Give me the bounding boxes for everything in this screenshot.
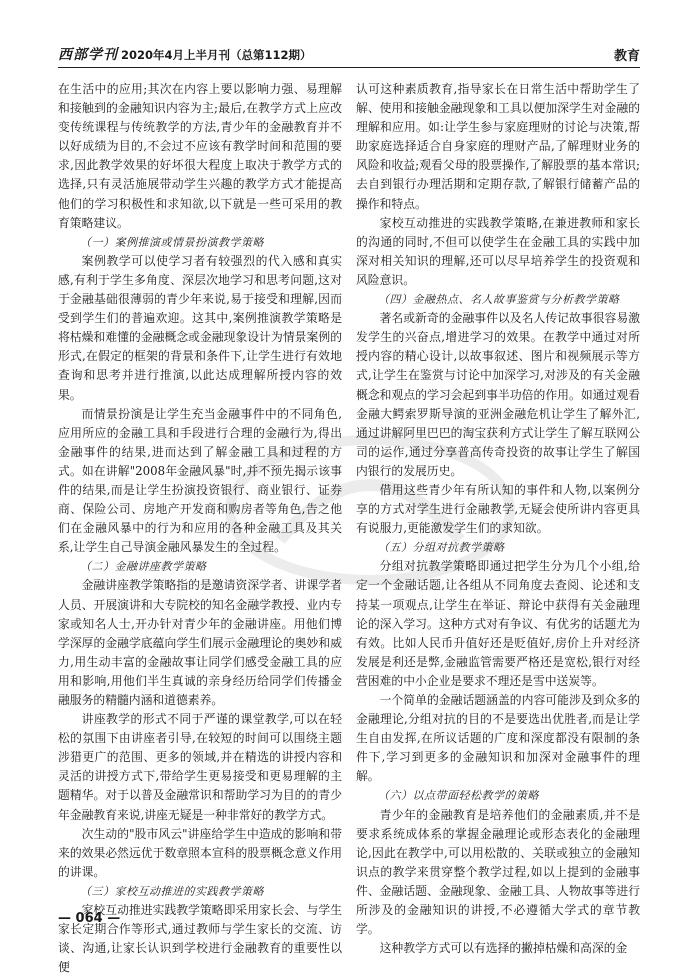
paragraph: 家校互动推进的实践教学策略,在兼进教师和家长的沟通的同时,不但可以使学生在金融工具的实践中加深对相关知识的理解,还可以尽早培养学生的投资观和风险意识。 xyxy=(356,215,640,287)
paragraph: 这种教学方式可以有选择的撇掉枯燥和高深的金 xyxy=(379,941,628,956)
header-rule xyxy=(58,67,640,68)
paragraph: 一个简单的金融话题涵盖的内容可能涉及到众多的金融理论,分组对抗的目的不是要选出优胜者,而是让学生自由发挥,在所议话题的广度和深度都没有限制的条件下,学习到更多的金融知识和加深对金融事件的理解。 xyxy=(356,693,640,784)
page-number: — 064 — xyxy=(58,911,121,926)
section-heading: （五）分组对抗教学策略 xyxy=(378,541,505,555)
paragraph: 在生活中的应用;其次在内容上要以影响力强、易理解和接触到的金融知识内容为主;最后,在教学方式上应改变传统课程与传统教学的方法,青少年的金融教育并不以好成绩为目的,不会过不应该有教学时间和范围的要求,因此教学效果的好坏很大程度上取决于教学方式的选择,只有灵活施展带动学生兴趣的教学方式才能提高他们的学习积极性和求知欲,以下就是一些可采用的教育策略建议。 xyxy=(58,82,342,230)
paragraph: 青少年的金融教育是培养他们的金融素质,并不是要求系统成体系的掌握金融理论或形态表化的金融理论,因此在教学中,可以用松散的、关联或独立的金融知识点的教学来贯穿整个教学过程,如以上提到的金融事件、金融话题、金融现象、金融工具、人物故事等进行所涉及的金融知识的讲授,不必遵循大学式的章节教学。 xyxy=(356,807,640,937)
section-heading: （二）金融讲座教学策略 xyxy=(80,560,207,574)
paragraph: 借用这些青少年有所认知的事件和人物,以案例分享的方式对学生进行金融教学,无疑会使所讲内容更具有说服力,更能激发学生们的求知欲。 xyxy=(356,482,640,536)
section-heading: （四）金融热点、名人故事鉴赏与分析教学策略 xyxy=(378,293,620,307)
page-header xyxy=(58,44,640,64)
paragraph: 金融讲座教学策略指的是邀请资深学者、讲课学者人员、开展演讲和大专院校的知名金融学教授、业内专家或知名人士,开办针对青少年的金融讲座。用他们博学深厚的金融学底蕴向学生们展示金融理论的奥妙和威力,用生动丰富的金融故事让同学们感受金融工具的应用和影响,用他们半生真诚的亲身经历给同学们传播金融服务的精髓内涵和道德素养。 xyxy=(58,578,342,707)
paragraph: 讲座教学的形式不同于严谨的课堂教学,可以在轻松的氛围下由讲座者引导,在较短的时间可以围绕主题涉猎更广的范围、更多的领域,并在精选的讲授内容和灵活的讲授方式下,带给学生更易接受和更易理解的主题精华。对于以普及金融常识和帮助学习为目的的青少年金融教育来说,讲座无疑是一种非常好的教学方式。 xyxy=(58,712,342,822)
section-heading: （三）家校互动推进的实践教学策略 xyxy=(80,884,264,898)
paragraph: 分组对抗教学策略即通过把学生分为几个小组,给定一个金融话题,让各组从不同角度去查阅、论述和支持某一项观点,让学生在举证、辩论中获得有关金融理论的深入学习。这种方式对有争议、有优劣的话题尤为有效。比如人民币升值好还是贬值好,房价上升对经济发展是利还是弊,金融监管需要严格还是宽松,银行对经营困难的中小企业是要求不理还是雪中送炭等。 xyxy=(356,559,640,688)
section-heading: （六）以点带面轻松教学的策略 xyxy=(378,789,539,803)
section-heading: （一）案例推演或情景扮演教学策略 xyxy=(80,235,264,249)
right-column xyxy=(356,80,640,958)
section-label: 教育 xyxy=(613,49,640,64)
header-left xyxy=(58,44,312,64)
paragraph: 著名或新奇的金融事件以及名人传记故事很容易激发学生的兴奋点,增进学习的效果。在教学中通过对所授内容的精心设计,以故事叙述、图片和视频展示等方式,让学生在鉴赏与讨论中加深学习,对涉及的有关金融概念和观点的学习会起到事半功倍的作用。如通过观看金融大鳄索罗斯导演的亚洲金融危机让学生了解外汇,通过讲解阿里巴巴的淘宝获利方式让学生了解互联网公司的运作,通过分享普高传奇投资的故事让学生了解国内银行的发展历史。 xyxy=(356,311,640,478)
paragraph: 认可这种素质教育,指导家长在日常生活中帮助学生了解、使用和接触金融现象和工具以便加深学生对金融的理解和应用。如:让学生参与家庭理财的讨论与决策,帮助家庭选择适合自身家庭的理财产品,了解理财业务的风险和收益;观看父母的股票操作,了解股票的基本常识;去自到银行办理活期和定期存款,了解银行储蓄产品的操作和特点。 xyxy=(356,82,640,211)
paragraph: 家校互动推进实践教学策略即采用家长会、与学生家长定期合作等形式,通过教师与学生家长的交流、访谈、沟通,让家长认识到学校进行金融教育的重要性以便 xyxy=(58,903,342,975)
journal-name: 西部学刊 xyxy=(58,47,118,63)
paragraph: 案例教学可以使学习者有较强烈的代入感和真实感,有利于学生多角度、深层次地学习和思考问题,这对于金融基础很薄弱的青少年来说,易于接受和理解,因而受到学生们的普遍欢迎。这其中,案例推演教学策略是将枯燥和难懂的金融概念或金融现象设计为情景案例的形式,在假定的框架的背景和条件下,让学生进行有效地查询和思考并进行推演,以此达成理解所授内容的效果。 xyxy=(58,253,342,402)
paragraph: 次生动的"股市风云"讲座给学生中造成的影响和带来的效果必然远优于数章照本宣科的股票概念意义作用的讲课。 xyxy=(58,826,342,879)
left-column xyxy=(58,80,342,977)
paragraph: 而情景扮演是让学生充当金融事件中的不同角色,应用所应的金融工具和手段进行合理的金融行为,得出金融事件的结果,进而达到了解金融工具和过程的方式。如在讲解"2008年金融风暴"时,并不预先揭示该事件的结果,而是让学生扮演投资银行、商业银行、证券商、保险公司、房地产开发商和购房者等角色,告之他们在金融风暴中的行为和应用的各种金融工具及其关系,让学生自己导演金融风暴发生的全过程。 xyxy=(58,406,342,555)
issue-info: 2020年4月上半月刊（总第112期） xyxy=(121,48,312,62)
